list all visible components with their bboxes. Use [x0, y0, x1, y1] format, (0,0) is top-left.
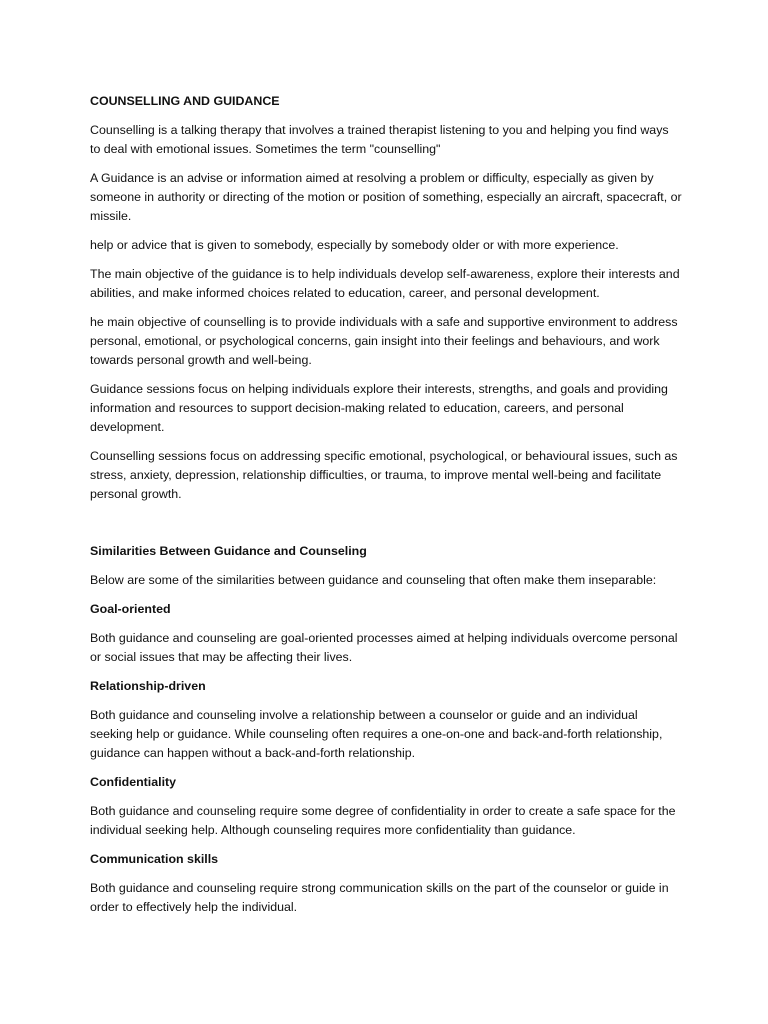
item-text-relationship-driven: Both guidance and counseling involve a relationship between a counselor or guide and an individual seeking help or guidance. While counseling often requires a one-on-one and back-and-forth relationship, guidance can happen without a back-and-forth relationship.: [90, 708, 663, 760]
item-text-goal-oriented: Both guidance and counseling are goal-oriented processes aimed at helping individuals overcome personal or social issues that may be affecting their lives.: [90, 631, 678, 664]
paragraph-counselling-sessions: Counselling sessions focus on addressing specific emotional, psychological, or behavioural issues, such as stress, anxiety, depression, relationship difficulties, or trauma, to improve mental well-being and facilitate personal growth.: [90, 449, 678, 501]
paragraph-guidance-objective: The main objective of the guidance is to help individuals develop self-awareness, explore their interests and abilities, and make informed choices related to education, career, and personal development.: [90, 267, 680, 300]
paragraph-help-advice: help or advice that is given to somebody, especially by somebody older or with more experience.: [90, 238, 619, 252]
item-heading-communication-skills: Communication skills: [90, 852, 219, 866]
item-text-communication-skills: Both guidance and counseling require strong communication skills on the part of the counselor or guide in order to effectively help the individual.: [90, 881, 669, 914]
document-page: [90, 92, 682, 927]
paragraph-counselling-objective: he main objective of counselling is to provide individuals with a safe and supportive environment to address personal, emotional, or psychological concerns, gain insight into their feelings and behaviours, and work towards personal growth and well-being.: [90, 315, 678, 367]
document-title: COUNSELLING AND GUIDANCE: [90, 94, 280, 108]
item-heading-goal-oriented: Goal-oriented: [90, 602, 171, 616]
paragraph-guidance-definition: A Guidance is an advise or information aimed at resolving a problem or difficulty, especially as given by someone in authority or directing of the motion or position of something, especially an aircraft, spacecraft, or missile.: [90, 171, 682, 223]
item-text-confidentiality: Both guidance and counseling require some degree of confidentiality in order to create a safe space for the individual seeking help. Although counseling requires more confidentiality than guidance.: [90, 804, 676, 837]
item-heading-confidentiality: Confidentiality: [90, 775, 177, 789]
similarities-intro: Below are some of the similarities between guidance and counseling that often make them inseparable:: [90, 573, 657, 587]
paragraph-guidance-sessions: Guidance sessions focus on helping individuals explore their interests, strengths, and goals and providing information and resources to support decision-making related to education, careers, and personal development.: [90, 382, 668, 434]
item-heading-relationship-driven: Relationship-driven: [90, 679, 206, 693]
similarities-heading: Similarities Between Guidance and Counseling: [90, 544, 367, 558]
section-spacer: [90, 514, 682, 542]
paragraph-counselling-definition: Counselling is a talking therapy that involves a trained therapist listening to you and helping you find ways to deal with emotional issues. Sometimes the term "counselling": [90, 123, 669, 156]
